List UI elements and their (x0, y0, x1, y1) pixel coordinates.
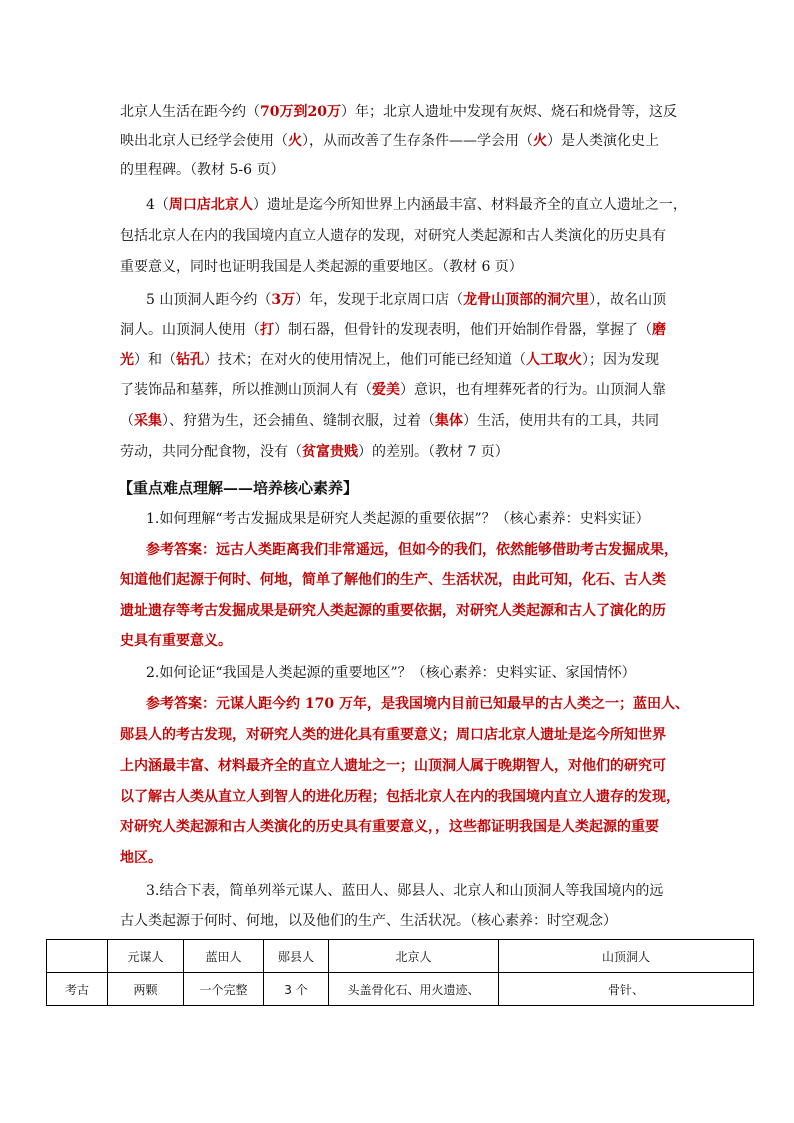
q1-answer-line4: 史具有重要意义。 (120, 633, 232, 649)
answer-fill: 磨 (652, 322, 666, 338)
q2-answer-line5: 对研究人类起源和古人类演化的历史具有重要意义，，这些都证明我国是人类起源的重要 (120, 819, 659, 835)
text: ）年，发现于北京周口店（ (295, 292, 464, 308)
para3-line2 (120, 129, 659, 153)
para4-line3: 重要意义，同时也证明我国是人类起源的重要地区。（教材 6 页） (120, 259, 523, 275)
table-row (47, 973, 754, 1006)
answer-fill: 光 (120, 352, 134, 368)
answer-fill: 钻孔 (176, 352, 204, 368)
answer-fill: 70万到20万 (260, 104, 341, 120)
answer-fill: 爱美 (372, 382, 400, 398)
answer-fill: 人工取火 (526, 352, 582, 368)
text: ）、狩猎为生，还会捕鱼、缝制衣服，过着（ (162, 413, 435, 429)
text: ）生活，使用共有的工具，共同 (463, 413, 659, 429)
para4-line2: 包括北京人在内的我国境内直立人遗存的发现，对研究人类起源和古人类演化的历史具有 (120, 228, 666, 244)
para5-line6 (120, 440, 509, 464)
answer-fill: 集体 (435, 413, 463, 429)
q2-question: 2.如何论证“我国是人类起源的重要地区”？（核心素养：史料实证、家国情怀） (146, 665, 636, 681)
table-header-cell: 郧县人 (264, 940, 329, 973)
table-cell: 头盖骨化石、用火遗迹、 (329, 973, 499, 1006)
text: 5 山顶洞人距今约（ (146, 292, 272, 308)
q2-answer-line3: 上内涵最丰富、材料最齐全的直立人遗址之一；山顶洞人属于晚期智人，对他们的研究可 (120, 758, 666, 774)
para3-line1 (120, 100, 677, 124)
text: （ (120, 413, 134, 429)
q1-answer-line3: 遗址遗存等考古发掘成果是研究人类起源的重要依据，对研究人类起源和古人了演化的历 (120, 603, 666, 619)
text: 劳动，共同分配食物，没有（ (120, 444, 302, 460)
text: ）制石器，但骨针的发现表明，他们开始制作骨器，掌握了（ (274, 322, 652, 338)
q2-answer-line4: 以了解古人类从直立人到智人的进化历程；包括北京人在内的我国境内直立人遗存的发现， (120, 789, 680, 805)
text: ），故名山顶 (589, 292, 667, 308)
text: 了装饰品和墓葬，所以推测山顶洞人有（ (120, 382, 372, 398)
table-cell: 3 个 (264, 973, 329, 1006)
q2-answer-line1: 参考答案：元谋人距今约 170 万年，是我国境内目前已知最早的古人类之一；蓝田人、 (146, 696, 689, 712)
q1-answer-line1: 参考答案：远古人类距离我们非常遥远，但如今的我们，依然能够借助考古发掘成果， (146, 542, 678, 558)
table-header-cell (47, 940, 108, 973)
para3-line3: 的里程碑。（教材 5-6 页） (120, 162, 285, 178)
text: ）年；北京人遗址中发现有灰烬、烧石和烧骨等，这反 (340, 104, 677, 120)
comparison-table (46, 939, 754, 1006)
answer-fill: 打 (260, 322, 274, 338)
text: ）；因为发现 (582, 352, 659, 368)
section-heading: 【重点难点理解——培养核心素养】 (118, 479, 359, 497)
answer-fill: 火 (288, 133, 302, 149)
q2-answer-line6: 地区。 (120, 850, 162, 866)
text: ），从而改善了生存条件——学会用（ (302, 133, 533, 149)
para5-line2 (120, 318, 666, 342)
text: 北京人生活在距今约（ (120, 104, 260, 120)
table-header-row (47, 940, 754, 973)
answer-fill: 采集 (134, 413, 162, 429)
table-header-cell: 山顶洞人 (499, 940, 754, 973)
table-header-cell: 北京人 (329, 940, 499, 973)
para5-line3 (120, 348, 659, 372)
table-header-cell: 蓝田人 (184, 940, 264, 973)
table-cell: 考古 (47, 973, 108, 1006)
para5-line4 (120, 378, 666, 402)
q3-question-line1: 3.结合下表，简单列举元谋人、蓝田人、郧县人、北京人和山顶洞人等我国境内的远 (146, 883, 664, 899)
table-cell: 两颗 (108, 973, 184, 1006)
text: ）的差别。（教材 7 页） (358, 444, 509, 460)
answer-fill: 周口店北京人 (168, 197, 253, 213)
answer-fill: 贫富贵贱 (302, 444, 358, 460)
q3-question-line2: 古人类起源于何时、何地，以及他们的生产、生活状况。（核心素养：时空观念） (120, 913, 617, 929)
table-cell: 一个完整 (184, 973, 264, 1006)
text: 4（ (146, 197, 169, 213)
answer-fill: 3万 (271, 292, 296, 308)
text: ）是人类演化史上 (547, 133, 659, 149)
text: ）和（ (134, 352, 176, 368)
text: 洞人。山顶洞人使用（ (120, 322, 260, 338)
table-header-cell: 元谋人 (108, 940, 184, 973)
para5-line5 (120, 409, 659, 433)
text: 映出北京人已经学会使用（ (120, 133, 288, 149)
text: ）意识，也有埋葬死者的行为。山顶洞人靠 (400, 382, 666, 398)
para5-line1 (146, 288, 666, 312)
answer-fill: 火 (533, 133, 547, 149)
table-cell: 骨针、 (499, 973, 754, 1006)
q1-question: 1.如何理解“考古发掘成果是研究人类起源的重要依据”？（核心素养：史料实证） (146, 511, 650, 527)
text: ）遗址是迄今所知世界上内涵最丰富、材料最齐全的直立人遗址之一， (252, 197, 687, 213)
answer-fill: 龙骨山顶部的洞穴里 (463, 292, 590, 308)
para4-line1 (146, 193, 687, 217)
q1-answer-line2: 知道他们起源于何时、何地，简单了解他们的生产、生活状况，由此可知，化石、古人类 (120, 572, 666, 588)
q2-answer-line2: 郧县人的考古发现，对研究人类的进化具有重要意义；周口店北京人遗址是迄今所知世界 (120, 727, 666, 743)
text: ）技术；在对火的使用情况上，他们可能已经知道（ (204, 352, 526, 368)
